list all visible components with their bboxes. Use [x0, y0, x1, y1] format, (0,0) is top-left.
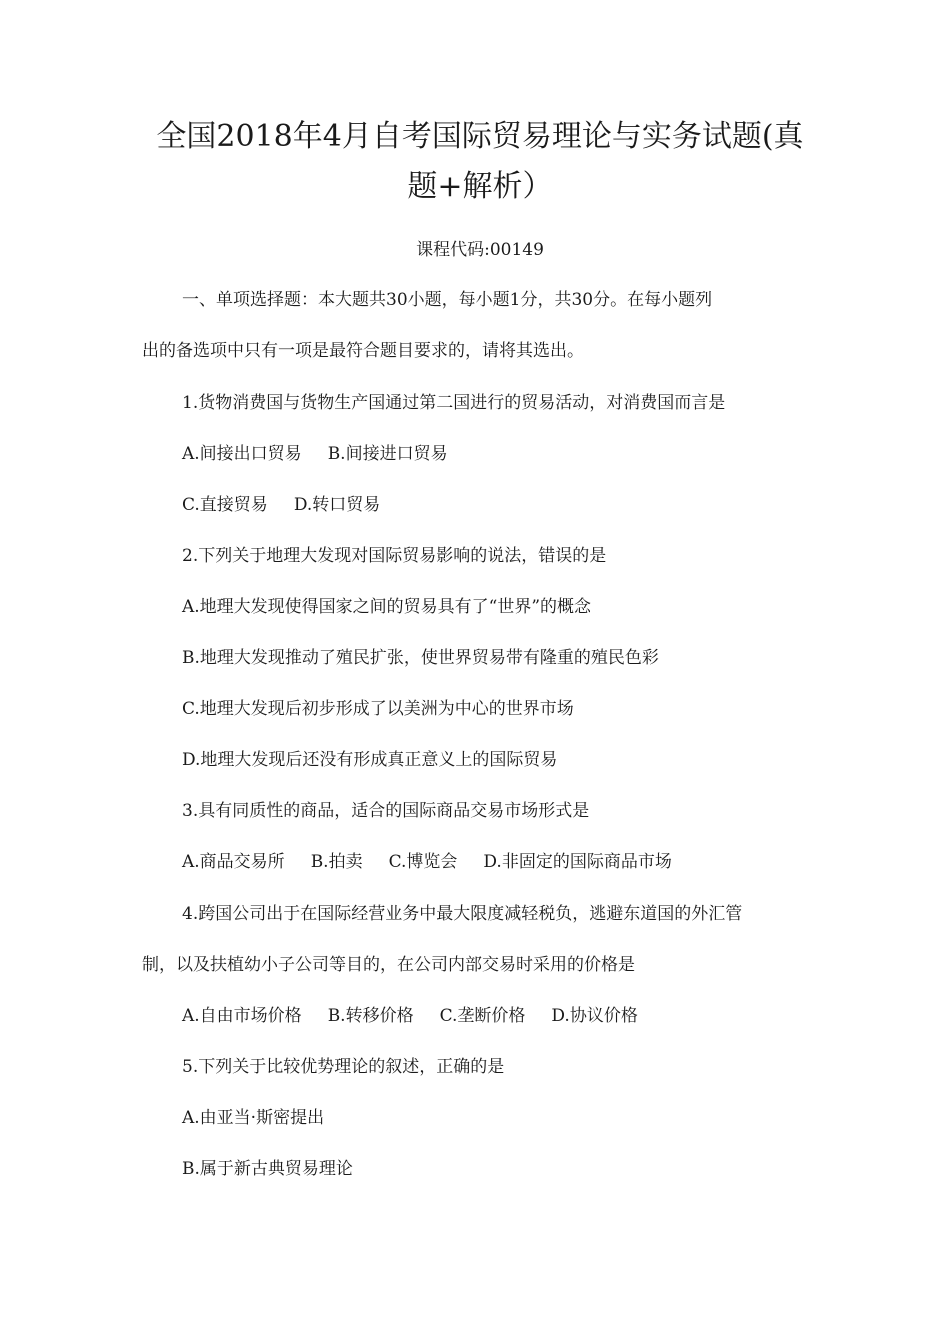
question-1-option-a: A.间接出口贸易	[182, 444, 302, 464]
course-code: 课程代码:00149	[416, 240, 544, 260]
question-2-stem: 2.下列关于地理大发现对国际贸易影响的说法，错误的是	[182, 546, 607, 566]
question-3-option-c: C.博览会	[388, 852, 458, 872]
question-4-options	[182, 1002, 638, 1030]
page-title-line-1: 全国2018年4月自考国际贸易理论与实务试题(真	[156, 119, 804, 154]
question-4-stem-line-2: 制，以及扶植幼小子公司等目的，在公司内部交易时采用的价格是	[142, 955, 635, 975]
question-5-option-a: A.由亚当·斯密提出	[182, 1108, 325, 1128]
question-2-option-c: C.地理大发现后初步形成了以美洲为中心的世界市场	[182, 699, 574, 719]
question-3-option-a: A.商品交易所	[182, 852, 285, 872]
question-2-option-a: A.地理大发现使得国家之间的贸易具有了“世界”的概念	[182, 597, 592, 617]
question-4-option-a: A.自由市场价格	[182, 1006, 302, 1026]
question-4-stem-line-1: 4.跨国公司出于在国际经营业务中最大限度减轻税负，逃避东道国的外汇管	[182, 904, 743, 924]
question-2-option-b: B.地理大发现推动了殖民扩张，使世界贸易带有隆重的殖民色彩	[182, 648, 659, 668]
question-5-option-b: B.属于新古典贸易理论	[182, 1159, 353, 1179]
question-4-option-b: B.转移价格	[327, 1006, 414, 1026]
question-1-stem: 1.货物消费国与货物生产国通过第二国进行的贸易活动，对消费国而言是	[182, 393, 726, 413]
question-1-option-c: C.直接贸易	[182, 495, 268, 515]
question-4-option-d: D.协议价格	[551, 1006, 638, 1026]
question-1-options-row-1	[182, 440, 448, 468]
question-1-option-b: B.间接进口贸易	[327, 444, 448, 464]
question-3-option-d: D.非固定的国际商品市场	[483, 852, 672, 872]
question-1-options-row-2	[182, 491, 380, 519]
page-title-line-2: 题+解析）	[407, 169, 553, 204]
question-3-options	[182, 848, 672, 876]
question-2-option-d: D.地理大发现后还没有形成真正意义上的国际贸易	[182, 750, 558, 770]
question-1-option-d: D.转口贸易	[293, 495, 381, 515]
section-instructions-line-2: 出的备选项中只有一项是最符合题目要求的，请将其选出。	[142, 341, 584, 361]
question-3-option-b: B.拍卖	[310, 852, 363, 872]
question-3-stem: 3.具有同质性的商品，适合的国际商品交易市场形式是	[182, 801, 590, 821]
section-instructions-line-1: 一、单项选择题：本大题共30小题，每小题1分，共30分。在每小题列	[182, 290, 713, 310]
question-5-stem: 5.下列关于比较优势理论的叙述，正确的是	[182, 1057, 505, 1077]
question-4-option-c: C.垄断价格	[439, 1006, 526, 1026]
